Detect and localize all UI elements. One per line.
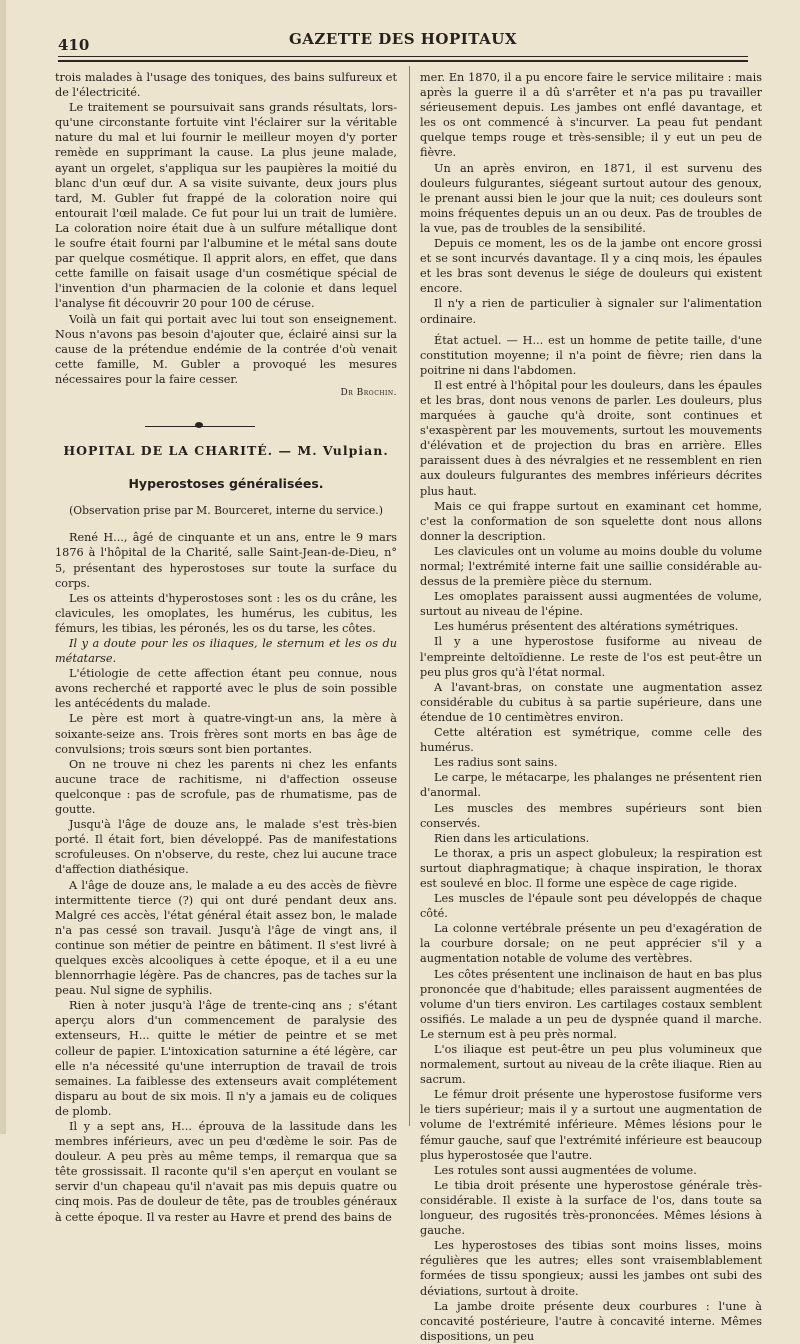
page-header (58, 30, 748, 58)
section-separator (55, 419, 397, 433)
paragraph: Il y a sept ans, H... éprouva de la lassitude dans les membres inférieurs, avec un peu d'œdème le soir. Pas de douleur. A peu près au même temps, il remarqua que sa tête grossissait. Il raconte qu'il s'en aperçut en voulant se servir d'un chapeau qu'il n'avait pas mis depuis quatre ou cinq mois. Pas de douleur de tête, pas de troubles généraux à cette époque. Il va rester au Havre et prend des bains de (55, 1120, 397, 1224)
paragraph: Les humérus présentent des altérations symétriques. (434, 620, 739, 634)
page-number: 410 (58, 36, 90, 54)
paragraph: Les clavicules ont un volume au moins double du volume normal; l'extrémité interne fait une saillie considérable au-dessus de la première pièce du sternum. (420, 544, 762, 589)
header-rule-thin (58, 56, 748, 57)
author-signature: Dr Brochin. (340, 387, 397, 398)
column-divider (409, 66, 410, 1126)
paragraph: Les radius sont sains. (434, 756, 558, 770)
paragraph: Rien à noter jusqu'à l'âge de trente-cinq ans ; s'étant aperçu alors d'un commencement de paralysie des extenseurs, H... quitte le métier de peintre et se met colleur de papier. L'intoxication saturnine a été légère, car elle n'a nécessité qu'une interruption de travail de trois semaines. La faiblesse des extenseurs avait complétement disparu au bout de six mois. Il n'y a jamais eu de coliques de plomb. (55, 999, 397, 1118)
paragraph: Cette altération est symétrique, comme celle des humérus. (420, 726, 762, 755)
paragraph: Il n'y a rien de particulier à signaler sur l'alimentation ordinaire. (420, 297, 762, 326)
paragraph: Il y a doute pour les os iliaques, le sternum et les os du métatarse. (55, 637, 397, 666)
paragraph: Voilà un fait qui portait avec lui tout son enseignement. Nous n'avons pas besoin d'ajouter que, éclairé ainsi sur la cause de la prétendue endémie de la contrée d'où venait cette famille, M. Gubler a provoqué les mesures nécessaires pour la faire cesser. (55, 312, 397, 386)
paragraph: Le carpe, le métacarpe, les phalanges ne présentent rien d'anormal. (420, 771, 762, 800)
paragraph: Le père est mort à quatre-vingt-un ans, la mère à soixante-seize ans. Trois frères sont morts en bas âge de convulsions; trois sœurs sont bien portantes. (55, 712, 397, 756)
page-edge (0, 0, 6, 1134)
paragraph: État actuel. — H... est un homme de petite taille, d'une constitution moyenne; il n'a point de fièvre; rien dans la poitrine ni dans l'abdomen. (420, 333, 762, 377)
observation-note: (Observation prise par M. Bourceret, interne du service.) (69, 504, 383, 518)
article-title: Hyperostoses généralisées. (128, 476, 324, 492)
paragraph: Les rotules sont aussi augmentées de volume. (434, 1163, 697, 1177)
journal-title: GAZETTE DES HOPITAUX (288, 30, 517, 48)
paragraph: L'os iliaque est peut-être un peu plus volumineux que normalement, surtout au niveau de la crête iliaque. Rien au sacrum. (420, 1043, 762, 1087)
paragraph: Le fémur droit présente une hyperostose fusiforme vers le tiers supérieur; mais il y a surtout une augmentation de volume de l'extrémité inférieure. Mêmes lésions pour le fémur gauche, sauf que l'extrémité inférieure est beaucoup plus hyperostosée que l'autre. (420, 1088, 762, 1162)
paragraph: Le traitement se poursuivait sans grands résultats, lors-qu'une circonstante fortuite vint l'éclairer sur la véritable nature du mal et lui fournir le meilleur moyen d'y porter remède en supprimant la cause. La plus jeune malade, ayant un orgelet, s'appliqua sur les paupières la moitié du blanc d'un œuf dur. A sa visite suivante, deux jours plus tard, M. Gubler fut frappé de la coloration noire qui entourait l'œil malade. Ce fut pour lui un trait de lumière. La coloration noire était due à un sulfure métallique dont le soufre était fourni par l'albumine et le métal sans doute par quelque cosmétique. Il apprit alors, en effet, que dans cette famille on faisait usage d'un cosmétique spécial de l'invention d'un pharmacien de la colonie et dans lequel l'analyse fit découvrir 20 pour 100 de céruse. (55, 101, 397, 311)
paragraph: Il est entré à l'hôpital pour les douleurs, dans les épaules et les bras, dont nous venons de parler. Les douleurs, plus marquées à gauche qu'à droite, sont continues et s'exaspèrent par les mouvements, surtout les mouvements d'élévation et de projection du bras en arrière. Elles paraissent dues à des névralgies et ne ressemblent en rien aux douleurs fulgurantes des membres inférieurs décrites plus haut. (420, 378, 762, 498)
paragraph: On ne trouve ni chez les parents ni chez les enfants aucune trace de rachitisme, ni d'affection osseuse quelconque : pas de scrofule, pas de rhumatisme, pas de goutte. (55, 757, 397, 817)
paragraph: Un an après environ, en 1871, il est survenu des douleurs fulgurantes, siégeant surtout autour des genoux, le prenant aussi bien le jour que la nuit; ces douleurs sont moins fréquentes depuis un an ou deux. Pas de troubles de la vue, pas de troubles de la sensibilité. (420, 161, 762, 235)
paragraph: trois malades à l'usage des toniques, des bains sulfureux et de l'électricité. (55, 71, 397, 100)
section-title: HOPITAL DE LA CHARITÉ. — M. Vulpian. (63, 443, 389, 459)
paragraph: Le thorax, a pris un aspect globuleux; la respiration est surtout diaphragmatique; à chaque inspiration, le thorax est soulevé en bloc. Il forme une espèce de cage rigide. (420, 846, 762, 890)
paragraph: Il y a une hyperostose fusiforme au niveau de l'empreinte deltoïdienne. Le reste de l'os est peut-être un peu plus gros qu'à l'état normal. (420, 635, 762, 679)
paragraph: Les muscles de l'épaule sont peu développés de chaque côté. (420, 892, 762, 921)
paragraph: Rien dans les articulations. (434, 831, 590, 845)
paragraph: La colonne vertébrale présente un peu d'exagération de la courbure dorsale; on ne peut apprécier s'il y a augmentation notable de volume des vertèbres. (420, 922, 762, 966)
paragraph: L'étiologie de cette affection étant peu connue, nous avons recherché et rapporté avec le plus de soin possible les antécédents du malade. (55, 667, 397, 711)
paragraph: Les hyperostoses des tibias sont moins lisses, moins régulières que les autres; elles sont vraisemblablement formées de tissu spongieux; aussi les jambes ont subi des déviations, surtout à droite. (420, 1239, 762, 1298)
paragraph: A l'âge de douze ans, le malade a eu des accès de fièvre intermittente tierce (?) qui ont duré pendant deux ans. Malgré ces accès, l'état général était assez bon, le malade n'a pas cessé son travail. Jusqu'à l'âge de vingt ans, il continue son métier de peintre en bâtiment. Il s'est livré à quelques excès alcooliques à cette époque, et il a eu une blennorrhagie légère. Pas de chancres, pas de taches sur la peau. Nul signe de syphilis. (55, 878, 397, 998)
paragraph: A l'avant-bras, on constate une augmentation assez considérable du cubitus à sa partie supérieure, dans une étendue de 10 centimètres environ. (420, 680, 762, 724)
right-column (420, 70, 762, 1344)
paragraph: Les os atteints d'hyperostoses sont : les os du crâne, les clavicules, les omoplates, les humérus, les cubitus, les fémurs, les tibias, les péronés, les os du tarse, les côtes. (55, 591, 397, 635)
paragraph: René H..., âgé de cinquante et un ans, entre le 9 mars 1876 à l'hôpital de la Charité, salle Saint-Jean-de-Dieu, n° 5, présentant des hyperostoses sur toute la surface du corps. (55, 531, 397, 590)
paragraph: La jambe droite présente deux courbures : l'une à concavité postérieure, l'autre à concavité interne. Mêmes dispositions, un peu (420, 1299, 762, 1343)
paragraph: Jusqu'à l'âge de douze ans, le malade s'est très-bien porté. Il était fort, bien développé. Pas de manifestations scrofuleuses. On n'observe, du reste, chez lui aucune trace d'affection diathésique. (55, 818, 397, 877)
header-rule-thick (58, 60, 748, 62)
left-column (55, 70, 397, 1225)
paragraph: Les côtes présentent une inclinaison de haut en bas plus prononcée que d'habitude; elles paraissent augmentées de volume d'un tiers environ. Les cartilages costaux semblent ossifiés. Le malade a un peu de dyspnée quand il marche. Le sternum est à peu près normal. (420, 967, 762, 1041)
paragraph: Mais ce qui frappe surtout en examinant cet homme, c'est la conformation de son squelette dont nous allons donner la description. (420, 499, 762, 543)
paragraph: mer. En 1870, il a pu encore faire le service militaire : mais après la guerre il a dû s'arrêter et n'a pas pu travailler sérieusement depuis. Les jambes ont enflé davantage, et les os ont commencé à s'incurver. La peau fut pendant quelque temps rouge et très-sensible; il y eut un peu de fièvre. (420, 71, 762, 160)
paragraph: Le tibia droit présente une hyperostose générale très-considérable. Il existe à la surface de l'os, dans toute sa longueur, des rugosités très-prononcées. Mêmes lésions à gauche. (420, 1178, 762, 1238)
paragraph: Depuis ce moment, les os de la jambe ont encore grossi et se sont incurvés davantage. Il y a cinq mois, les épaules et les bras sont devenus le siége de douleurs qui existent encore. (420, 237, 762, 296)
paragraph: Les omoplates paraissent aussi augmentées de volume, surtout au niveau de l'épine. (420, 590, 762, 619)
separator-ornament (195, 422, 203, 428)
paragraph: Les muscles des membres supérieurs sont bien conservés. (420, 801, 762, 830)
